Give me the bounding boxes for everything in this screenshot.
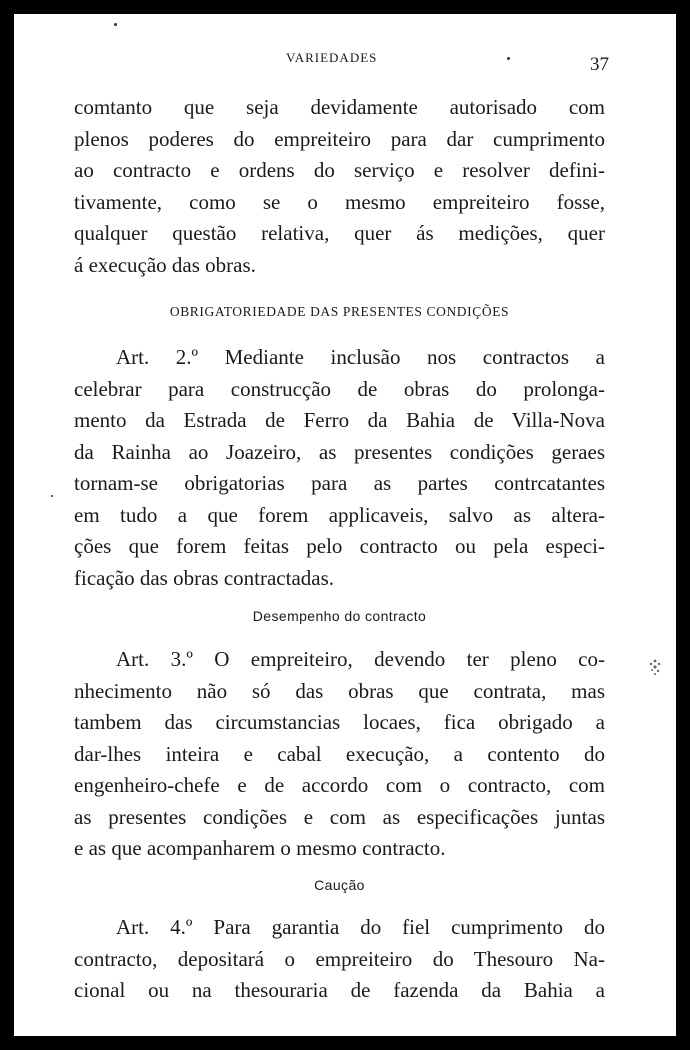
- text-line: e as que acompanharem o mesmo contracto.: [74, 836, 446, 860]
- print-speck: [51, 495, 53, 497]
- text-line: nhecimento não só das obras que contrata, mas: [74, 678, 605, 703]
- text-line: em tudo a que forem applicaveis, salvo as altera-: [74, 502, 605, 527]
- ink-blot-icon: [644, 654, 666, 680]
- text-line: contracto, depositará o empreiteiro do Thesouro Na-: [74, 946, 605, 971]
- text-line: cional ou na thesouraria de fazenda da Bahia a: [74, 978, 605, 1002]
- text-line: Art. 3.º O empreiteiro, devendo ter pleno co-: [116, 647, 605, 671]
- print-speck: [114, 23, 117, 26]
- article-2-paragraph: [74, 342, 605, 594]
- text-line: comtanto que seja devidamente autorisado com: [74, 95, 605, 119]
- running-head: [14, 50, 676, 74]
- print-speck: [507, 57, 510, 60]
- text-line: qualquer questão relativa, quer ás medições, quer: [74, 221, 605, 245]
- text-line: plenos poderes do empreiteiro para dar cumprimento: [74, 126, 605, 151]
- text-line: ao contracto e ordens do serviço e resolver defini-: [74, 158, 605, 182]
- book-page: [14, 14, 676, 1036]
- page-number: 37: [590, 54, 609, 75]
- text-line: engenheiro-chefe e de accordo com o contracto, com: [74, 773, 605, 797]
- text-line: tivamente, como se o mesmo empreiteiro fosse,: [74, 189, 605, 214]
- section-heading-obrigatoriedade: OBRIGATORIEDADE DAS PRESENTES CONDIÇÕES: [169, 304, 510, 319]
- text-line: Art. 4.º Para garantia do fiel cumprimento do: [116, 915, 605, 939]
- article-4-paragraph: [74, 912, 605, 1007]
- running-title: VARIEDADES: [286, 50, 378, 65]
- section-heading-caucao: Caução: [314, 877, 365, 893]
- text-line: tornam-se obrigatorias para as partes contrcatantes: [74, 471, 605, 495]
- text-line: á execução das obras.: [74, 252, 256, 277]
- text-line: da Rainha ao Joazeiro, as presentes condições geraes: [74, 439, 605, 464]
- text-line: ficação das obras contractadas.: [74, 565, 335, 590]
- text-line: dar-lhes inteira e cabal execução, a contento do: [74, 741, 605, 766]
- text-line: tambem das circumstancias locaes, fica obrigado a: [74, 710, 605, 734]
- paragraph-continuation: [74, 92, 605, 281]
- text-line: ções que forem feitas pelo contracto ou pela especi-: [74, 534, 605, 558]
- section-heading-desempenho: Desempenho do contracto: [252, 608, 427, 624]
- article-3-paragraph: [74, 644, 605, 865]
- text-line: celebrar para construcção de obras do prolonga-: [74, 376, 605, 401]
- text-line: mento da Estrada de Ferro da Bahia de Villa-Nova: [74, 408, 605, 432]
- text-line: Art. 2.º Mediante inclusão nos contractos a: [116, 345, 605, 369]
- text-line: as presentes condições e com as especificações juntas: [74, 804, 605, 829]
